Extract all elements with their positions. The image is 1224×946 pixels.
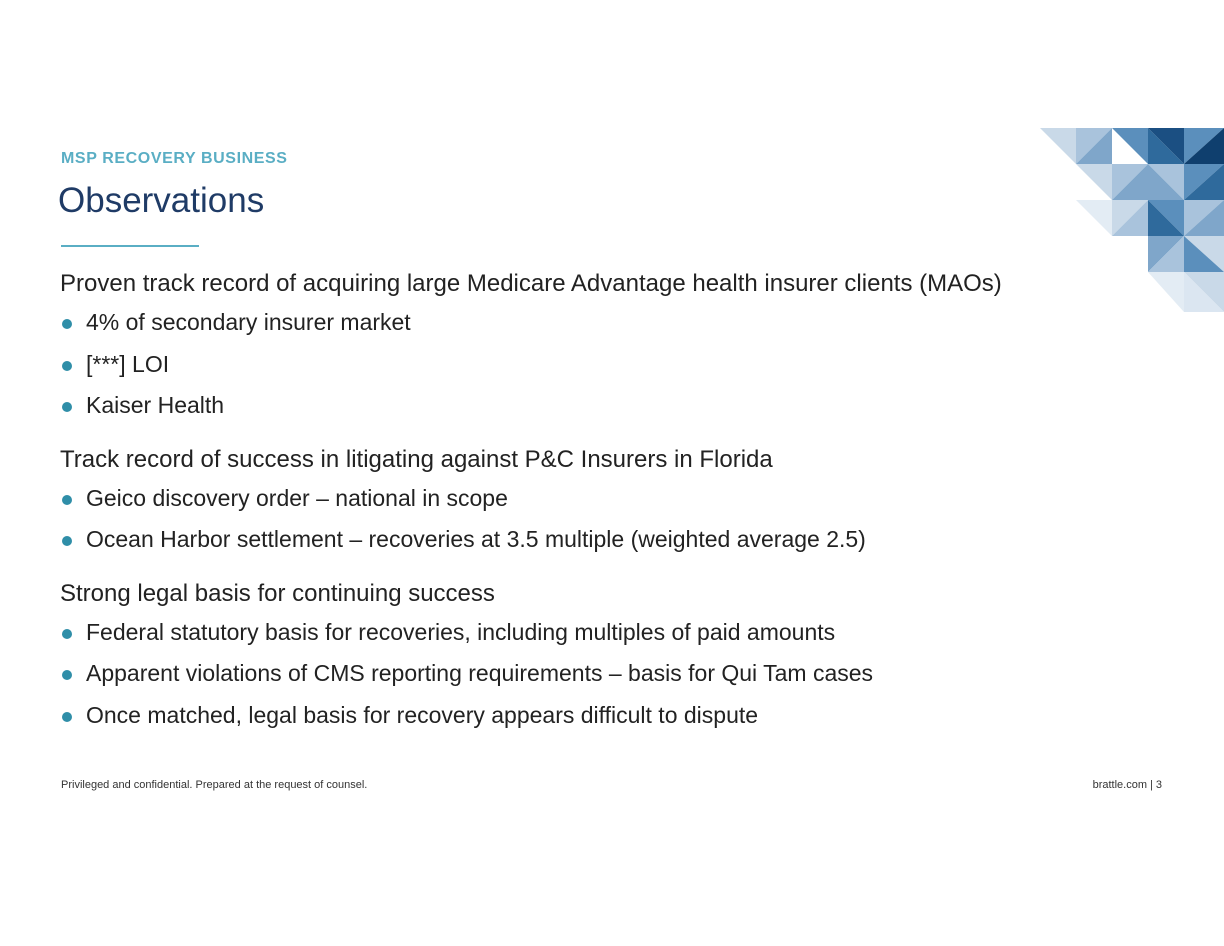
bullet-item: Ocean Harbor settlement – recoveries at 3.5 multiple (weighted average 2.5) [60,519,1170,561]
section-heading: Track record of success in litigating against P&C Insurers in Florida [60,445,773,473]
section-legal-basis [60,576,1170,737]
footer-separator: | [1150,779,1153,791]
bullet-list [60,612,1170,737]
section-heading: Strong legal basis for continuing success [60,579,495,607]
bullet-item: Geico discovery order – national in scope [60,478,1170,520]
bullet-item: Apparent violations of CMS reporting requirements – basis for Qui Tam cases [60,653,1170,695]
section-track-record-maos [60,266,1170,427]
bullet-list [60,478,1170,561]
section-heading: Proven track record of acquiring large Medicare Advantage health insurer clients (MAOs) [60,270,1002,297]
confidentiality-notice: Privileged and confidential. Prepared at the request of counsel. [61,779,368,791]
bullet-item: Kaiser Health [60,385,1170,427]
section-litigation-success [60,442,1170,561]
bullet-item: Federal statutory basis for recoveries, including multiples of paid amounts [60,612,1170,654]
section-eyebrow: MSP RECOVERY BUSINESS [61,150,288,167]
page-title: Observations [58,181,265,220]
bullet-list [60,302,1170,427]
footer-page-info [1093,779,1162,791]
footer-site: brattle.com [1092,779,1148,791]
bullet-item: 4% of secondary insurer market [60,302,1170,344]
page-number: 3 [1155,779,1162,791]
observations-content [60,266,1170,736]
bullet-item: [***] LOI [60,344,1170,386]
title-underline [61,245,199,247]
bullet-item: Once matched, legal basis for recovery appears difficult to dispute [60,695,1170,737]
